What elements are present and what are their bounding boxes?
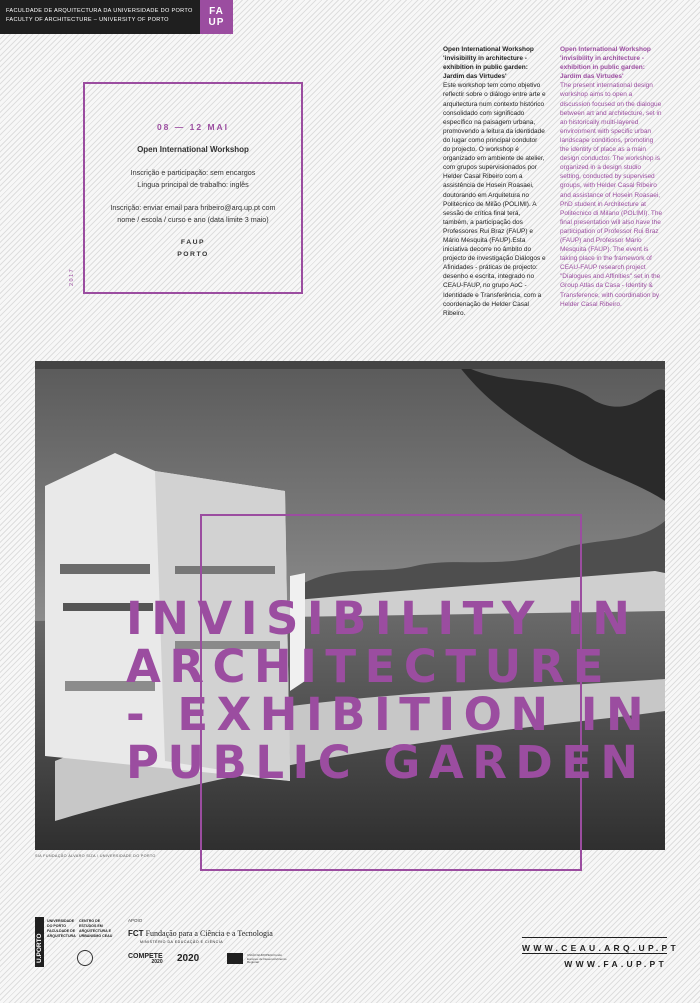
- eu-fund-text: UNIÃO EUROPEIA Fundo Europeu de Desenvolvimento Regional: [247, 953, 287, 965]
- ceau-website-link[interactable]: WWW.CEAU.ARQ.UP.PT: [522, 937, 667, 953]
- exhibition-title: [126, 592, 666, 789]
- support-label: APOIO: [128, 918, 143, 923]
- registration-fee: Inscrição e participação: sem encargos: [130, 168, 256, 177]
- fct-abbr: FCT: [128, 929, 144, 938]
- event-location: [85, 237, 301, 261]
- event-title: Open International Workshop: [137, 145, 249, 154]
- fct-ministry: MINISTÉRIO DA EDUCAÇÃO E CIÊNCIA: [140, 940, 224, 944]
- compete-year: 2020: [151, 959, 163, 965]
- location-faup: FAUP: [180, 239, 206, 246]
- faculty-name-en: FACULTY OF ARCHITECTURE – UNIVERSITY OF PORTO: [6, 17, 169, 23]
- fct-name: Fundação para a Ciência e a Tecnologia: [145, 929, 273, 938]
- year-label: 2017: [69, 267, 75, 286]
- eu-flag-icon: [227, 953, 243, 964]
- ceau-logo-text: CENTRO DE ESTUDOS EM ARQUITECTURA E URBANISMO CEAU: [79, 919, 113, 938]
- ceau-circle-icon: [77, 950, 93, 966]
- compete-text: COMPETE: [128, 953, 163, 960]
- faup-logo-line1: FA: [209, 6, 224, 17]
- photo-caption: SIA FUNDAÇÃO ÁLVARO SIZA / UNIVERSIDADE DO PORTO: [35, 854, 156, 858]
- description-en: [560, 45, 663, 309]
- fct-logo: [128, 929, 273, 938]
- description-en-heading: Open International Workshop 'invisibility in architecture - exhibition in public garden: Jardim das Virtudes': [560, 46, 651, 81]
- uporto-logo: [35, 917, 44, 967]
- faup-logo: [200, 0, 233, 34]
- upfa-logo-text: UNIVERSIDADE DO PORTO FACULDADE DE ARQUITECTURA: [47, 919, 76, 938]
- event-info-box: [83, 82, 303, 294]
- faculty-name-pt: FACULDADE DE ARQUITECTURA DA UNIVERSIDADE DO PORTO: [6, 8, 193, 14]
- title-line-4: PUBLIC GARDEN: [126, 736, 647, 789]
- registration-email: Inscrição: enviar email para hribeiro@arq.up.pt com: [110, 203, 276, 212]
- compete-logo: [128, 953, 163, 965]
- registration-details: nome / escola / curso e ano (data limite 3 maio): [117, 215, 269, 224]
- description-pt-body: Este workshop tem como objetivo reflectir sobre o diálogo entre arte e arquitectura num contexto histórico consolidado com significado específico na paisagem urbana, promovendo a leitura da identidade do lugar como principal condutor do projecto. O workshop é organizado em ambiente de atelier, com grupos supervisionados por Helder Casal Ribeiro com a assistência de Hosein Roasaei, doutorando em Arquitetura no Politécnico de Milão (POLIMI). A sessão de crítica final terá, também, a participação dos Professores Rui Braz (FAUP) e Mário Mesquita (FAUP).Esta iniciativa decorre no âmbito do projecto de investigação Diálogos e Afinidades - práticas de projecto: desenho e escrita, integrado no CEAU-FAUP, no grupo AoC - Identidade e Transferência, com a coordenação de Helder Casal Ribeiro.: [443, 82, 546, 317]
- faup-logo-line2: UP: [208, 17, 225, 28]
- description-pt-heading: Open International Workshop 'invisibility in architecture - exhibition in public garden: Jardim das Virtudes': [443, 46, 534, 81]
- faculty-header-bar: [0, 0, 200, 34]
- description-en-body: The present international design workshop aims to open a discussion focused on the dialogue between art and architecture, set in an historically multi-layered environment with specific urban landscape conditions, promoting the identity of place as a main design conductor. The workshop is organized in a design studio setting, conducted by supervised groups, with Helder Casal Ribeiro and assistance of Hosein Roasaei, PhD student in Architecture at Politecnico di Milano (POLIMI). The final presentation will also have the participation of Professor Rui Braz (FAUP) and Professor Mario Mesquita (FAUP). The event is taking place in the framework of CEAU-FAUP research project "Dialogues and Affinities" set in the Group Atlas da Casa - Identity & Transference, with coordination by Helder Casal Ribeiro.: [560, 82, 663, 308]
- registration-instructions: [85, 202, 301, 226]
- registration-info: [85, 167, 301, 191]
- portugal2020-logo: 2020: [177, 953, 200, 964]
- uporto-logo-text: U.PORTO: [36, 933, 43, 963]
- title-line-2: ARCHITECTURE: [126, 640, 612, 693]
- working-language: Língua principal de trabalho: inglês: [137, 180, 249, 189]
- description-pt: [443, 45, 546, 318]
- location-porto: PORTO: [177, 251, 209, 258]
- faup-website-link[interactable]: WWW.FA.UP.PT: [522, 953, 667, 969]
- event-dates: 08 — 12 MAI: [156, 122, 230, 132]
- title-line-1: INVISIBILITY IN: [126, 592, 639, 645]
- title-line-3: - EXHIBITION IN: [126, 688, 653, 741]
